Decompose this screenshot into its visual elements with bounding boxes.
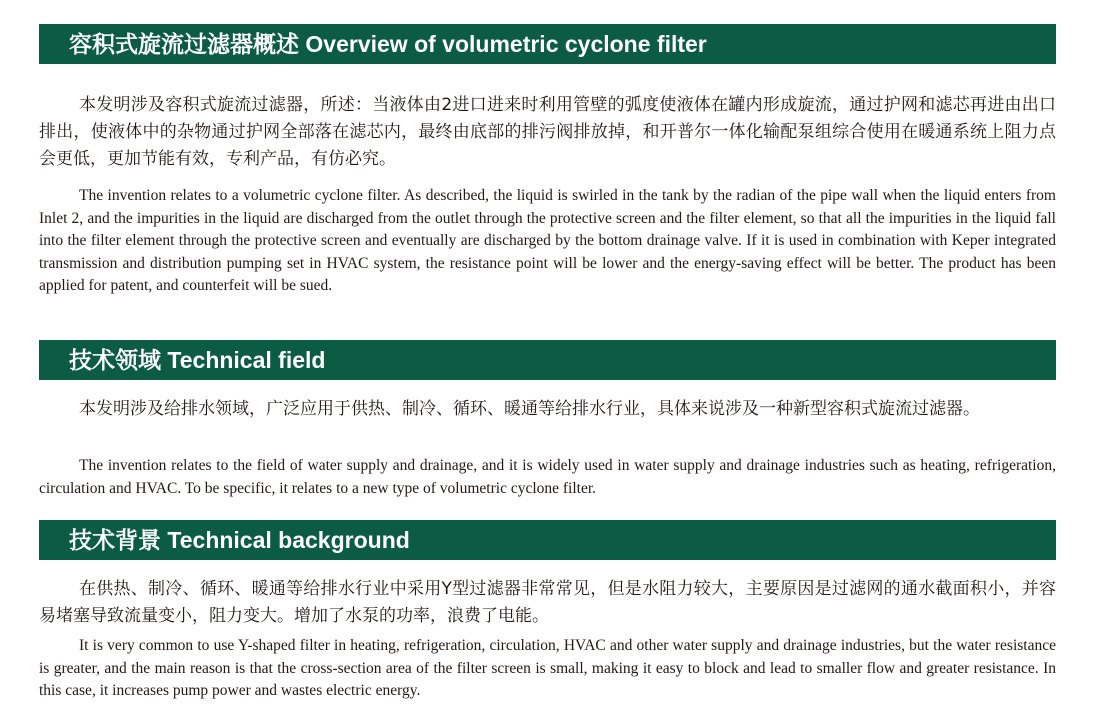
overview-english-paragraph: The invention relates to a volumetric cyclone filter. As described, the liquid is swirled in the tank by the radian of the pipe wall when the liquid enters from Inlet 2, and the impurities in the liquid are discharged from the outlet through the protective screen and the filter element, so that all the impurities in the liquid fall into the filter element through the protective screen and eventually are discharged by the bottom drainage valve. If it is used in combination with Keper integrated transmission and distribution pumping set in HVAC system, the resistance point will be lower and the energy-saving effect will be better. The product has been applied for patent, and counterfeit will be sued. <box>39 187 1056 294</box>
overview-chinese-paragraph: 本发明涉及容积式旋流过滤器，所述：当液体由2进口进来时利用管壁的弧度使液体在罐内形成旋流，通过护网和滤芯再进由出口排出，使液体中的杂物通过护网全部落在滤芯内，最终由底部的排污阀排放掉，和开普尔一体化输配泵组综合使用在暖通系统上阻力点会更低，更加节能有效，专利产品，有仿必究。 <box>39 95 1056 169</box>
section-header-technical-field: 技术领域 Technical field <box>39 340 1056 380</box>
technical-background-chinese-paragraph: 在供热、制冷、循环、暖通等给排水行业中采用Y型过滤器非常常见，但是水阻力较大，主要原因是过滤网的通水截面积小，并容易堵塞导致流量变小，阻力变大。增加了水泵的功率，浪费了电能。 <box>39 579 1056 626</box>
technical-field-english-paragraph: The invention relates to the field of water supply and drainage, and it is widely used in water supply and drainage industries such as heating, refrigeration, circulation and HVAC. To be specific, it relates to a new type of volumetric cyclone filter. <box>39 457 1056 497</box>
section-header-technical-background: 技术背景 Technical background <box>39 520 1056 560</box>
technical-background-english-paragraph: It is very common to use Y-shaped filter in heating, refrigeration, circulation, HVAC and other water supply and drainage industries, but the water resistance is greater, and the main reason is that the cross-section area of the filter screen is small, making it easy to block and lead to smaller flow and greater resistance. In this case, it increases pump power and wastes electric energy. <box>39 637 1056 699</box>
technical-field-chinese-paragraph: 本发明涉及给排水领域，广泛应用于供热、制冷、循环、暖通等给排水行业，具体来说涉及一种新型容积式旋流过滤器。 <box>79 399 980 419</box>
section-header-overview: 容积式旋流过滤器概述 Overview of volumetric cyclone filter <box>39 24 1056 64</box>
